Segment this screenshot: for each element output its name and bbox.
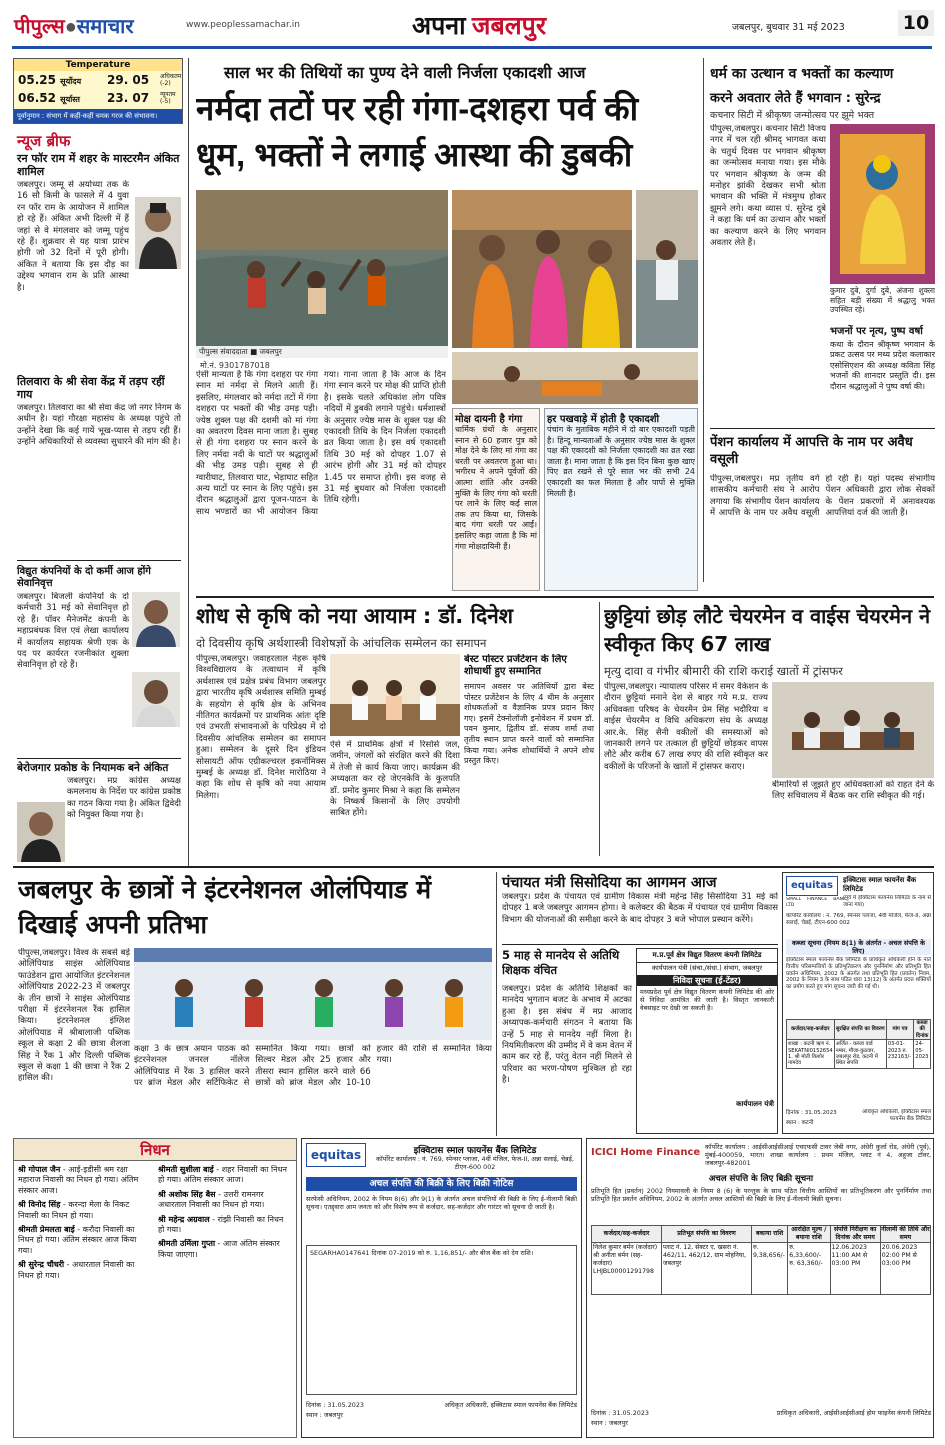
chhuttiyan-headline[interactable]: छुट्टियां छोड़ लौटे चेयरमेन व वाईस चेयरमेन ने स्वीकृत किए 67 लाख bbox=[604, 604, 931, 656]
icici-cell-reserve: रु. 6,33,600/- रु. 63,360/- bbox=[788, 1243, 830, 1295]
page-number: 10 bbox=[898, 10, 934, 36]
equitas-name-sub: (पूर्व में इक्विटास फायनेंस लिमिटेड के नाम से जाना गया) bbox=[843, 895, 931, 908]
min-label: न्यूनतम bbox=[160, 91, 176, 98]
nidhan-name: श्रीमती उर्मिला गुप्ता bbox=[158, 1239, 216, 1249]
panchayat-headline[interactable]: पंचायत मंत्री सिसोदिया का आगमन आज bbox=[502, 875, 717, 891]
side-box-ekadashi bbox=[544, 408, 698, 591]
icici-ad[interactable] bbox=[586, 1138, 934, 1438]
sunset-label: सूर्यास्त bbox=[60, 95, 80, 104]
equitas-logo bbox=[786, 876, 838, 896]
dharma-head1[interactable]: धर्म का उत्थान व भक्तों का कल्याण bbox=[710, 66, 894, 82]
nidhan-name: श्रीमती प्रेमलता बाई bbox=[18, 1225, 75, 1235]
poster-body: समापन अवसर पर अतिथियों द्वारा बेस्ट पोस्टर प्रजेंटेशन के लिए 4 थीम के अनुसार शोधकर्ताओं व वैज्ञानिक प्रपत्र प्रदान किए गए। इसमें टेक्नोलॉजी इनोवेशन में प्रथम डॉ. पवन कुमार, द्वितीय डॉ. संजय शर्मा तथा तृतीय स्थान प्राप्त करने वालों को सम्मानित किया गया। अनेक शोधार्थियों ने अपने शोध प्रस्तुत किए। bbox=[464, 682, 594, 766]
brief-photo-ankit bbox=[17, 802, 65, 862]
equitas-col-demand: मांग पत्र bbox=[886, 1020, 914, 1040]
equitas-address: कॉर्पोरेट कार्यालय : नं. 769, स्पेन्सर प्लाजा, 4वीं मंजिल, फेज-II, अन्ना सलाई, चेन्नई, टीएन-600 002 bbox=[786, 913, 931, 927]
icici-cell-due: रु. 9,38,656/- bbox=[752, 1243, 788, 1295]
equitas-col-borrower: कर्जदार/सह-कर्जदार bbox=[787, 1020, 835, 1040]
masthead bbox=[0, 0, 945, 48]
sunset-time: 06.52 bbox=[18, 91, 56, 105]
olympiad-body2: कक्षा 3 के छात्र अयान पाठक को इंटरनेशनल जनरल नॉलेज ओलिंपियाड में रैंक 3 हासिल करने पर ब्रांज मेडल और सर्टिफिकेट से सम्मानित किया गया। छात्रों को सिल्वर मेडल और 25 हजार और तीसरा स्थान हासिल करने वाले 66 छात्रों को ब्रांज मेडल और 10-10 हजार की राशि से सम्मानित किया गया। bbox=[134, 1044, 492, 1089]
main-photo-rituals bbox=[452, 352, 698, 404]
icici-logo bbox=[591, 1143, 701, 1163]
icici-cell-inspection: 12.06.2023 11:00 AM से 03:00 PM bbox=[830, 1243, 880, 1295]
dharma-caption: कुमार दुबे, दुर्गा दुबे, अंजना शुक्ला सहित बड़ी संख्या में श्रद्धालु भक्त उपस्थित रहे। bbox=[830, 286, 935, 315]
equitas-sale-sign: अधिकृत अधिकारी, इक्विटास स्माल फायनेंस बैंक लिमिटेड bbox=[444, 1401, 577, 1409]
equitas-logo-text: equitas bbox=[310, 1148, 362, 1162]
dharma-head2[interactable]: करने अवतार लेते हैं भगवान : सुरेन्द्र bbox=[710, 91, 881, 106]
nidhan-item: श्रीमती प्रेमलता बाई - करौदा निवासी का निधन हो गया। अंतिम संस्कार आज किया गया। bbox=[18, 1225, 137, 1255]
nidhan-col-2 bbox=[158, 1165, 292, 1433]
nidhan-text: रांझी निवासी का निधन हो गया। bbox=[158, 1214, 284, 1235]
shikshak-body: जबलपुर। प्रदेश के अतिथि शिक्षकों का मानदेय भुगतान बजट के अभाव में अटका हुआ है। इस संबंध में मप्र आजाद अध्यापक-कर्मचारी संगठन ने बताया कि उन्हें 5 माह से मानदेय नहीं मिला है। नियमितीकरण की उम्मीद में वे कम वेतन में काम कर रहे हैं, परंतु वेतन नहीं मिलने से परिवार का भरण-पोषण मुश्किल हो रहा है। bbox=[502, 984, 632, 1086]
icici-body: प्रतिभूति हित (प्रवर्तन) 2002 नियमावली के नियम 8 (6) के परन्तुक के साथ पठित वित्तीय आस्तियों का प्रतिभूतिकरण और पुनर्निर्माण तथा प्रतिभूति हित प्रवर्तन अधिनियम, 2002 के अंतर्गत अचल आस्तियों की बिक्री के लिए ई-नीलामी बिक्री सूचना। bbox=[591, 1187, 931, 1204]
photo-credit bbox=[196, 346, 448, 358]
chhuttiyan-sub: मृत्यु दावा व गंभीर बीमारी की राशि कराई खातों में ट्रांसफर bbox=[604, 664, 843, 678]
shodh-photo-stage bbox=[330, 654, 460, 736]
nidhan-box bbox=[13, 1138, 297, 1438]
pension-body: पीपुल्स,जबलपुर। मप्र तृतीय वर्ग शासकीय कर्मचारी संघ ने आरोप लगाया कि संभागीय पेंशन कार्यालय में आपत्ति के नाम पर अवैध वसूली हो रही है। यहां पदस्थ संभागीय पेंशन अधिकारी द्वारा लोक सेवकों के पेंशन प्रकरणों में अनावश्यक आपत्तियां दर्ज की जाती हैं। bbox=[710, 474, 935, 519]
equitas-name: इक्विटास स्माल फायनेंस बैंक लिमिटेड bbox=[843, 876, 917, 893]
chhuttiyan-caption: बीमारियों से जूझते हुए अधिवक्ताओं को राहत देने के लिए सचिवालय में बैठक कर राशि स्वीकृत की गई। bbox=[772, 780, 934, 802]
chhuttiyan-body: पीपुल्स,जबलपुर। न्यायालय परिसर में समर वैकेशन के दौरान छुट्टियां मनाने देश से बाहर गये म.प्र. राज्य अधिवक्ता परिषद के चेयरमैन प्रेम सिंह भदौरिया व वाईस चेयरमैन व विधि अधिकरण संघ के अध्यक्ष आर.के. सिंह सैनी वकीलों की समस्याओं को जानकारी लगने पर तत्काल ही छुट्टियों छोड़कर वापस लौटे और करीब 67 लाख रुपए की राशि स्वीकृत कर वकीलों के परिजनों के खातों में ट्रांसफर कराए। bbox=[604, 682, 768, 772]
equitas-table-header bbox=[787, 1020, 931, 1040]
photo-credit-text: पीपुल्स संवाददाता ■ जबलपुर bbox=[199, 347, 282, 356]
tender-footer: कार्यपालन यंत्री bbox=[736, 1100, 774, 1108]
equitas-sign: अधिकृत अधिकारी, इक्विटास स्माल फायनेंस बैंक लिमिटेड bbox=[862, 1109, 931, 1122]
tender-org2: कार्यपालन यंत्री (संचा./संधा.) संभाग, जबलपुर bbox=[651, 964, 763, 972]
weather-sunrise bbox=[18, 73, 81, 87]
tender-title: निविदा सूचना (ई-टेंडर) bbox=[637, 975, 777, 986]
dharma-body: पीपुल्स,जबलपुर। कचनार सिटी विजय नगर में चल रही श्रीमद् भागवत कथा के चतुर्थ दिवस पर भगवान श्रीकृष्ण का जन्मोत्सव मनाया गया। इस मौके पर भगवान श्रीकृष्ण के जन्म की मनोहर झांकी देखकर सभी श्रोता भगवान की भक्ति में मंत्रमुग्ध होकर झूमने लगे। कथा व्यास पं. सुरेन्द्र दुबे ने कहा कि धर्म का उत्थान और भक्तों का कल्याण करने के लिए भगवान अवतार लेते हैं। bbox=[710, 124, 826, 249]
nidhan-name: श्रीमती सुशीला बाई bbox=[158, 1165, 214, 1174]
panchayat-body: जबलपुर। प्रदेश के पंचायत एवं ग्रामीण विकास मंत्री महेन्द्र सिंह सिसोदिया 31 मई को दोपहर 1 बजे जबलपुर आगमन होगा। वे कलेक्टर की बैठक में पंचायत एवं ग्रामीण विकास विभाग की योजनाओं की समीक्षा करने के बाद दोपहर 3 बजे भोपाल प्रस्थान करेंगे। bbox=[502, 892, 778, 925]
equitas-body: इक्विटास स्माल फायनेंस बैंक लिमिटेड के प्राधिकृत अधिकारी होने के नाते वित्तीय परिसम्पत्तियों के प्रतिभूतिकरण और पुनर्निर्माण और प्रतिभूति हित प्रवर्तन अधिनियम, 2002 के अंतर्गत तथा प्रतिभूति हित (प्रवर्तन) नियम, 2002 के नियम 3 के साथ पठित धारा 13(12) के अंतर्गत प्रदत्त शक्तियों का प्रयोग करते हुए मांग सूचना जारी की गई थी। bbox=[786, 957, 931, 991]
olympiad-photo-students bbox=[134, 948, 492, 1040]
icici-address: कॉर्पोरेट कार्यालय : आईसीआईसीआई एचएफसी टावर जेबी नगर, अंधेरी कुर्ला रोड, अंधेरी (पूर्व), मुंबई-400059, भारत। शाखा कार्यालय : प्रथम मंजिल, प्लाट नं 4, अहुजा टॉवर, जबलपुर-482001 bbox=[705, 1143, 931, 1168]
brief-body: जबलपुर। तिलवारा का श्री सेवा केंद्र जो नगर निगम के अधीन है। यहां गौरक्षा महासंघ के अध्यक्ष पहुंचे तो उन्होंने देखा कि कई गायें भूख-प्यास से तड़प रही हैं। उन्होंने अधिकारियों से व्यवस्था सुधारने की मांग की है। bbox=[17, 403, 181, 448]
brief-body: जबलपुर। मप्र कांग्रेस अध्यक्ष कमलनाथ के निर्देश पर कांग्रेस प्रकोष्ठ का गठन किया गया है। अंकित द्विवेदी को नियुक्त किया गया है। bbox=[67, 776, 181, 821]
icici-col-due: बकाया राशि bbox=[752, 1226, 788, 1243]
nidhan-item: श्रीमती उर्मिला गुप्ता - आज अंतिम संस्कार किया जाएगा। bbox=[158, 1239, 280, 1259]
min-delta: (-5) bbox=[160, 98, 171, 105]
sunrise-label: सूर्योदय bbox=[60, 77, 82, 86]
equitas-name: इक्विटास स्माल फायनेंस बैंक लिमिटेड bbox=[413, 1146, 537, 1156]
max-temp: 29. 05 bbox=[107, 73, 150, 87]
side-body: धार्मिक ग्रंथों के अनुसार स्नान से 60 हजार पुत्र को मोक्ष देने के लिए मां गंगा का धरती पर अवतरण हुआ था। भगीरथ ने अपने पूर्वजों की आत्मा शांति और उनकी मुक्ति के लिए गंगा को धरती पर लाने के लिए कई साल तक तप किया था, जिसके बाद गंगा धरती पर आईं। इसलिए कहा जाता है कि मां गंगा मोक्षदायिनी हैं। bbox=[455, 425, 537, 551]
brief-headline[interactable]: रन फॉर राम में शहर के मास्टरमैन अंकित शामिल bbox=[17, 152, 180, 178]
equitas-title: कब्जा सूचना (नियम 8(1) के अंतर्गत - अचल संपत्ति के लिए) bbox=[786, 939, 931, 955]
nidhan-text: शहर निवासी का निधन हो गया। अंतिम संस्कार आज। bbox=[158, 1165, 287, 1185]
brief-body: जबलपुर। जम्मू से अयोध्या तक के 16 सौ किमी के फासले में 4 युवा रन फॉर राम के आयोजन में शामिल हो रहे हैं। अंकित अभी दिल्ली में हैं जहां से वे मंगलवार को जम्मू पहुंच रहे हैं। शुक्रवार से यह यात्रा प्रारंभ होगी जो 32 दिनों में पूरी होगी। अंकित ने बताया कि इस दौड़ का उद्देश्य भगवान राम के प्रति आस्था है। bbox=[17, 180, 129, 293]
equitas-sale-row: SEGARHA0147641 दिनांक 07-2019 को रु. 1,16,851/- और बीज बैंक को देय राशि। bbox=[310, 1249, 534, 1257]
weather-min bbox=[107, 91, 149, 105]
max-delta: (-2) bbox=[160, 80, 171, 87]
nidhan-text: करन्दा मेला के निकट निवासी का निधन हो गया। bbox=[18, 1200, 130, 1220]
side-body: पंचांग के मुताबिक महीने में दो बार एकादशी पड़ती है। हिन्दू मान्यताओं के अनुसार ज्येष्ठ मास के शुक्ल पक्ष की एकादशी को निर्जला एकादशी का व्रत रखा जाता है। माना जाता है कि इस दिन बिना कुछ खाए पिए व्रत रखने से पूरे साल भर की सभी 24 एकादशी का फल मिलता है और पापों से मुक्ति मिलती है। bbox=[547, 425, 695, 498]
equitas-col-property: सुरक्षित संपत्ति का विवरण bbox=[834, 1020, 886, 1040]
side-box-moksha bbox=[452, 408, 540, 591]
main-headline[interactable]: नर्मदा तटों पर रही गंगा-दशहरा पर्व की धूम, भक्तों ने लगाई आस्था की डुबकी bbox=[196, 90, 639, 173]
equitas-cell-borrower: शाखा : कटनी ऋण नं. SEKATNI0152654 1. श्री मोती किशोर नामदेव bbox=[788, 1041, 833, 1067]
nidhan-text: अधारताल निवासी का निधन हो गया। bbox=[18, 1260, 135, 1280]
nidhan-text: उत्तरी रामनगर अधारताल निवासी का निधन हो गया। bbox=[158, 1189, 265, 1210]
side-head: हर पखवाड़े में होती है एकादशी bbox=[547, 414, 660, 425]
min-temp: 23. 07 bbox=[107, 91, 150, 105]
icici-sign: प्राधिकृत अधिकारी, आईसीआईसीआई होम फाइनेंस कंपनी लिमिटेड bbox=[776, 1409, 931, 1417]
max-label: अधिकतम bbox=[160, 73, 182, 80]
equitas-logo-text: equitas bbox=[791, 880, 833, 891]
equitas-sale-place: स्थान : जबलपुर bbox=[306, 1411, 343, 1419]
weather-max bbox=[107, 73, 149, 87]
equitas-address: कॉर्पोरेट कार्यालय : नं. 769, स्पेन्सर प्लाजा, 4वीं मंजिल, फेज-II, अन्ना सलाई, चेन्नई, टीएन-600 002 bbox=[376, 1155, 574, 1172]
weather-min-label bbox=[160, 91, 176, 105]
nidhan-item: श्रीमती सुशीला बाई - शहर निवासी का निधन हो गया। अंतिम संस्कार आज। bbox=[158, 1165, 287, 1185]
olympiad-body: पीपुल्स,जबलपुर। विश्व के सबसे बड़े ओलिंपियाड साइंस ओलिंपियाड फाउंडेशन द्वारा आयोजित इंटरनेशनल ओलिंपियाड 2022-23 में जबलपुर के तीन छात्रों ने साइंस ओलंपियाड परीक्षा में इंटरनेशनल रैंक हासिल किया। इंटरनेशनल इंग्लिश ओलंपियाड में श्रीबालाजी पब्लिक स्कूल से कक्षा 2 की छात्रा शैलजा सिंह ने रैंक 1 और दिल्ली पब्लिक स्कूल से कक्षा 1 की छात्रा ने रैंक 2 हासिल की। bbox=[18, 948, 130, 1084]
nidhan-title: निधन bbox=[14, 1139, 296, 1161]
icici-col-property: प्रतिभूत संपत्ति का विवरण bbox=[662, 1226, 752, 1243]
dateline: जबलपुर, बुधवार 31 मई 2023 bbox=[732, 22, 845, 33]
icici-logo-text: ICICI Home Finance bbox=[591, 1147, 701, 1158]
brief-body: जबलपुर। बिजली कंपनियों के दो कर्मचारी 31 मई को सेवानिवृत्त हो रहे हैं। पॉवर मैनेजमेंट कंपनी के महाप्रबंधक वित्त एवं लेखा कार्यालय में कार्यालय सहायक श्रेणी एक के पद पर कार्यरत रजनीकांत शुक्ला सेवानिवृत्त हो रहे हैं। bbox=[17, 592, 129, 671]
section-prefix: अपना bbox=[412, 13, 466, 40]
equitas-cell-demand: 03-01-2023 रु. 232163/- bbox=[886, 1040, 914, 1069]
brief-photo-official-2 bbox=[132, 672, 180, 727]
nidhan-text: करौदा निवासी का निधन हो गया। अंतिम संस्कार आज किया गया। bbox=[18, 1225, 137, 1255]
shodh-body2: ऐसे में प्राथमिक क्षेत्रों में रिसोर्स जल, जमीन, जंगलों को संरक्षित करने की दिशा में तेजी से कार्य किया जाए। कार्यक्रम की अध्यक्षता कर रहे जेएनकेवि के कुलपति डॉ. प्रमोद कुमार मिश्रा ने कहा कि सम्मेलन के निष्कर्ष किसानों के लिए उपयोगी साबित होंगे। bbox=[330, 740, 460, 819]
chhuttiyan-photo-meeting bbox=[772, 682, 934, 778]
nidhan-name: श्री गोपाल जैन bbox=[18, 1165, 61, 1174]
weather-max-label bbox=[160, 73, 181, 87]
website[interactable]: www.peoplessamachar.in bbox=[186, 20, 300, 30]
paper-logo-text: पीपुल्स bbox=[14, 16, 65, 38]
section-title bbox=[412, 8, 546, 42]
icici-date: दिनांक : 31.05.2023 bbox=[591, 1409, 649, 1417]
brief-photo-man bbox=[135, 197, 181, 269]
nidhan-item: श्री गोपाल जैन - आई-इडीसी श्रम रक्षा महाराज निवासी का निधन हो गया। अंतिम संस्कार आज। bbox=[18, 1165, 139, 1195]
equitas-logo bbox=[306, 1143, 366, 1167]
weather-sunset bbox=[18, 91, 80, 105]
equitas-logo-sub: SMALL FINANCE BANK LTD bbox=[786, 897, 846, 908]
weather-forecast: पूर्वानुमान : संभाग में कहीं-कहीं चमक गरज की संभावना। bbox=[14, 109, 182, 123]
brief-headline[interactable]: तिलवारा के श्री सेवा केंद्र में तड़प रहीं गाय bbox=[17, 375, 165, 401]
nidhan-item: श्री विनोद सिंह - करन्दा मेला के निकट निवासी का निधन हो गया। bbox=[18, 1200, 130, 1220]
equitas-place: स्थान : कटनी bbox=[786, 1120, 814, 1126]
brief-item-2 bbox=[17, 375, 181, 573]
table-row bbox=[787, 1040, 931, 1069]
weather-title: Temperature bbox=[14, 59, 182, 71]
table-row bbox=[592, 1243, 931, 1295]
dharma-sub2-body: कथा के दौरान श्रीकृष्ण भगवान के प्रकट उत्सव पर मथ्य प्रदेश कलाकार एसोसिएशन की अध्यक्ष कविता सिंह भजनों की शानदार प्रस्तुति दी। इस दौरान श्रद्धालुओं ने पुष्प वर्षा की। bbox=[830, 340, 935, 391]
poster-head: बेस्ट पोस्टर प्रजेंटेशन के लिए शोधार्थी हुए सम्मानित bbox=[464, 654, 567, 677]
equitas-sale-date: दिनांक : 31.05.2023 bbox=[306, 1401, 364, 1409]
brief-headline[interactable]: विद्युत कंपनियों के दो कर्मी आज होंगे सेवानिवृत्त bbox=[17, 566, 151, 589]
main-photo-ghat bbox=[636, 190, 698, 348]
icici-col-inspection: संपत्ति निरीक्षण का दिनांक और समय bbox=[830, 1226, 880, 1243]
main-body: ऐसी मान्यता है कि गंगा दशहरा पर गंगा स्नान मां नर्मदा से मिलने आती हैं। इसलिए, मंगलवार को नर्मदा तटों में गंगा दशहरा पर भक्तों की भीड़ उमड़ पड़ी। ज्येष्ठ शुक्ल पक्ष की दशमी को मां गंगा का अवतरण दिवस माना जाता है। सुबह से ही गंगा दशहरा पर स्नान करने के लिए नर्मदा नदी के घाटों पर श्रद्धालुओं की भीड़ उमड़ पड़ी। सुबह से ही ग्वारीघाट, तिलवारा घाट, भेड़ाघाट सहित अन्य घाटों पर स्नान के लिए पहुंचे। इस दौरान श्रद्धालुओं द्वारा पूजन-पाठन के साथ भण्डारों का भी आयोजन किया गया। गाना जाता है कि आज के दिन गंगा स्नान करने पर मोक्ष की प्राप्ति होती है। इसके चलते अधिकांश लोग पवित्र नदियों में डुबकी लगाने पहुंचे। धर्मशास्त्रों के अनुसार ज्येष्ठ मास के शुक्ल पक्ष की एकादशी तिथि के दिन निर्जला एकादशी व्रत किया जाता है। इस वर्ष एकादशी तिथि 30 मई को दोपहर 1.07 से आरंभ होगी और 31 मई को दोपहर 1.45 पर समाप्त होगी। इस वजह से 31 मई बुधवार को निर्जला एकादशी तिथि रहेगी। bbox=[196, 370, 446, 517]
shodh-sub: दो दिवसीय कृषि अर्थशास्त्री विशेषज्ञों के आंचलिक सम्मेलन का समापन bbox=[196, 636, 487, 650]
olympiad-headline[interactable]: जबलपुर के छात्रों ने इंटरनेशनल ओलंपियाड में दिखाई अपनी प्रतिभा bbox=[18, 875, 432, 939]
nidhan-name: श्री सुरेन्द्र चौधरी bbox=[18, 1260, 65, 1270]
icici-title: अचल संपत्ति के लिए बिक्री सूचना bbox=[708, 1174, 814, 1184]
equitas-sale-title: अचल संपत्ति की बिक्री के लिए बिक्री नोटिस bbox=[306, 1177, 577, 1191]
icici-cell-borrower: निलेश कुमार बर्मन (कर्जदार) श्री अनीता बर्मन (सह-कर्जदार) LHJBL00001291798 bbox=[592, 1243, 662, 1295]
equitas-sale-ad[interactable] bbox=[301, 1138, 582, 1438]
equitas-cell-property: अर्जित - कब्जा वार्ड नम्बर, मौजा-कुठवार, जबलपुर रोड, कटनी में स्थित संपत्ति bbox=[834, 1040, 886, 1069]
icici-table-header bbox=[592, 1226, 931, 1243]
side-head: मोक्ष दायनी है गंगा bbox=[455, 414, 523, 425]
equitas-sale-body: सरफेसी अधिनियम, 2002 के नियम 8(6) और 9(1) के अंतर्गत अचल संपत्तियों की बिक्री के लिए ई-नीलामी बिक्री सूचना। एतद्द्वारा आम जनता को और विशेष रूप से कर्जदार, सह-कर्जदार और गारंटर को सूचना दी जाती है। bbox=[306, 1195, 577, 1212]
icici-cell-auction: 20.06.2023 02:00 PM से 03:00 PM bbox=[880, 1243, 930, 1295]
equitas-cell-possession: 24-05-2023 bbox=[914, 1040, 931, 1069]
nidhan-item: श्री सुरेन्द्र चौधरी - अधारताल निवासी का निधन हो गया। bbox=[18, 1260, 135, 1280]
equitas-possession-notice-box[interactable] bbox=[782, 872, 934, 1134]
nidhan-item: श्री महेन्द्र अग्रवाल - रांझी निवासी का निधन हो गया। bbox=[158, 1214, 284, 1235]
paper-logo-text2: समाचार bbox=[76, 16, 134, 38]
nidhan-item: श्री अशोक सिंह बैस - उत्तरी रामनगर अधारताल निवासी का निधन हो गया। bbox=[158, 1189, 265, 1210]
nidhan-col-1 bbox=[18, 1165, 152, 1433]
main-kicker: साल भर की तिथियों का पुण्य देने वाली निर्जला एकादशी आज bbox=[224, 63, 586, 82]
icici-cell-property: प्लाट नं. 12, सेक्टर ए, खसरा नं. 462/11, 462/12, ग्राम मोहनिया, जबलपुर bbox=[662, 1243, 752, 1295]
dharma-sub2-head: भजनों पर नृत्य, पुष्प वर्षा bbox=[830, 326, 923, 337]
icici-place: स्थान : जबलपुर bbox=[591, 1419, 628, 1427]
dharma-sub: कचनार सिटी में श्रीकृष्ण जन्मोत्सव पर झूमे भक्त bbox=[710, 110, 875, 121]
icici-col-borrower: कर्जदार/सह-कर्जदार bbox=[592, 1226, 662, 1243]
main-photo-women bbox=[452, 190, 632, 348]
sunrise-time: 05.25 bbox=[18, 73, 56, 87]
photo-phone: मो.नं. 9301787018 bbox=[200, 361, 270, 370]
pension-head[interactable]: पेंशन कार्यालय में आपत्ति के नाम पर अवैध वसूली bbox=[710, 435, 913, 467]
tender-ad[interactable] bbox=[636, 948, 778, 1134]
icici-table bbox=[591, 1225, 931, 1295]
brief-photo-official-1 bbox=[132, 592, 180, 647]
equitas-table bbox=[786, 1019, 931, 1069]
shikshak-headline[interactable]: 5 माह से मानदेय से अतिथि शिक्षक वंचित bbox=[502, 948, 620, 977]
equitas-col-possession: कब्जा की दिनांक bbox=[914, 1020, 931, 1040]
weather-box bbox=[13, 58, 183, 124]
icici-col-reserve: आरक्षित मूल्य / बयाना राशि bbox=[788, 1226, 830, 1243]
nidhan-name: श्री विनोद सिंह bbox=[18, 1200, 61, 1210]
paper-logo[interactable]: पीपुल्स●समाचार bbox=[14, 16, 134, 38]
nidhan-text: आई-इडीसी श्रम रक्षा महाराज निवासी का निधन हो गया। अंतिम संस्कार आज। bbox=[18, 1165, 139, 1195]
tender-body: मध्यप्रदेश पूर्व क्षेत्र विद्युत वितरण कंपनी लिमिटेड की ओर से निविदा आमंत्रित की जाती है। विस्तृत जानकारी वेबसाइट पर देखी जा सकती है। bbox=[640, 988, 774, 1013]
icici-col-auction: नीलामी की तिथि और समय bbox=[881, 1226, 930, 1241]
shodh-body: पीपुल्स,जबलपुर। जवाहरलाल नेहरू कृषि विश्वविद्यालय के तत्वाधान में कृषि अर्थशास्त्र एवं प्रक्षेत्र प्रबंध विभाग जबलपुर द्वारा भारतीय कृषि अर्थशास्त्र समिति मुम्बई के सहयोग से कृषि क्षेत्र के अभिनव नीतिगत कार्यक्रमों पर प्राथमिक आंतः दृष्टि एवं उभरती संभावनाओं के परिप्रेक्ष्य में दो दिवसीय आंचलिक सम्मेलन का समापन हुआ। सम्मेलन के दूसरे दिन इंडियन सोसायटी ऑफ एग्रीकल्चरल इकनॉमिक्स मुम्बई के अध्यक्ष डॉ. दिनेश मारोठिया ने कहा कि शोध से कृषि को नया आयाम मिलेगा। bbox=[196, 654, 326, 801]
equitas-sale-table bbox=[306, 1245, 577, 1395]
equitas-date: दिनांक : 31.05.2023 bbox=[786, 1110, 837, 1116]
main-photo-bathing bbox=[196, 190, 448, 358]
dharma-photo-krishna bbox=[830, 124, 935, 284]
brief-headline[interactable]: बेरोजगार प्रकोष्ठ के नियामक बने अंकित bbox=[17, 762, 169, 774]
nidhan-text: आज अंतिम संस्कार किया जाएगा। bbox=[158, 1239, 280, 1259]
nidhan-name: श्री अशोक सिंह बैस bbox=[158, 1189, 216, 1199]
nidhan-name: श्री महेन्द्र अग्रवाल bbox=[158, 1214, 210, 1224]
news-brief-label: न्यूज ब्रीफ bbox=[17, 132, 71, 150]
shodh-headline[interactable]: शोध से कृषि को नया आयाम : डॉ. दिनेश bbox=[196, 604, 514, 628]
tender-org1: म.प्र.पूर्व क्षेत्र विद्युत वितरण कंपनी लिमिटेड bbox=[637, 949, 777, 963]
section-city: जबलपुर bbox=[471, 13, 547, 40]
